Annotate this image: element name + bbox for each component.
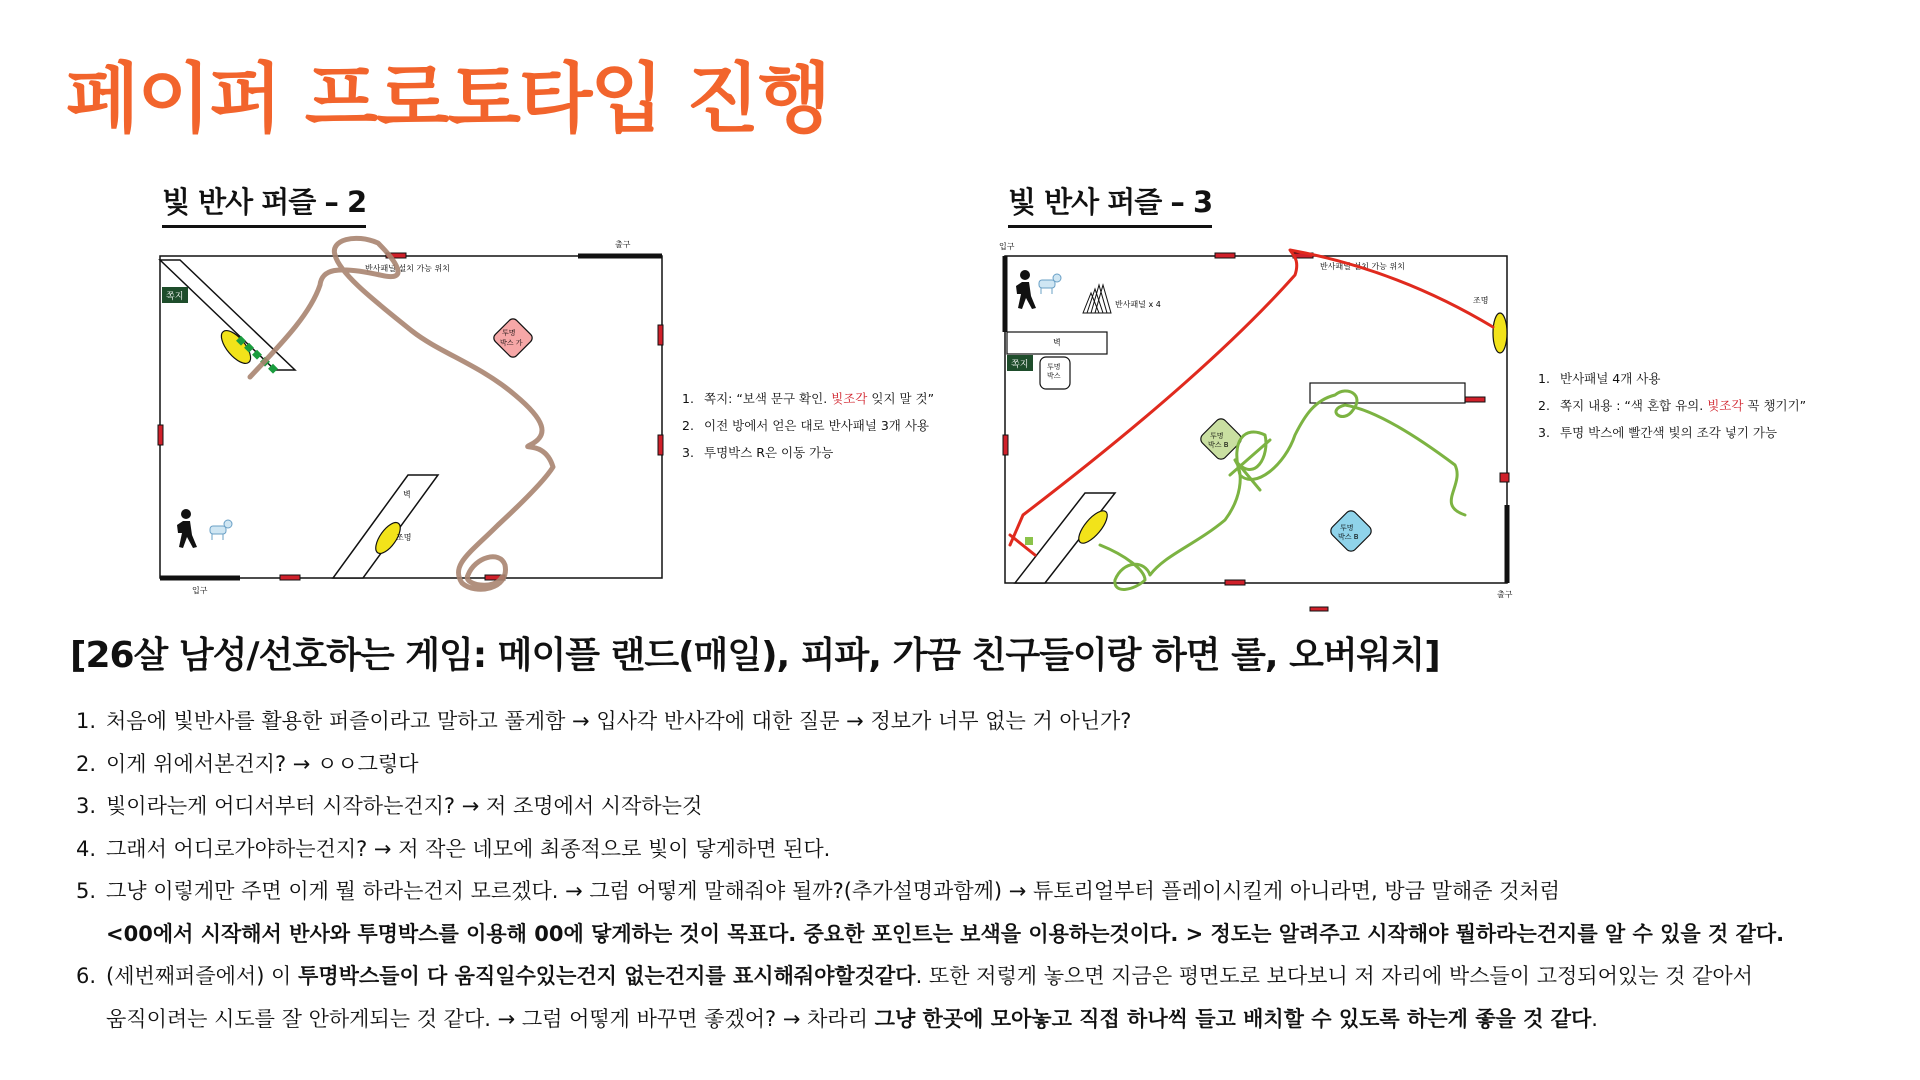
feedback-continuation: 움직이려는 시도를 잘 안하게되는 것 같다. → 그럼 어떻게 바꾸면 좋겠어? → 차라리 그냥 한곳에 모아놓고 직접 하나씩 들고 배치할 수 있도록 하는게 좋을 것 같다. bbox=[106, 1006, 1598, 1031]
entrance-label: 입구 bbox=[192, 586, 208, 595]
svg-text:투명: 투명 bbox=[502, 329, 516, 337]
feedback-item: 1. 처음에 빛반사를 활용한 퍼즐이라고 말하고 풀게함 → 입사각 반사각에 대한 질문 → 정보가 너무 없는 거 아닌가? bbox=[76, 709, 1132, 733]
panel-stack-icon bbox=[1083, 285, 1111, 313]
page-title: 페이퍼 프로토타입 진행 bbox=[66, 54, 830, 143]
interviewee-header: [26살 남성/선호하는 게임: 메이플 랜드(매일), 피파, 가끔 친구들이랑 하면 롤, 오버워치] bbox=[70, 635, 1440, 676]
note-item: 2. 이전 방에서 얻은 대로 반사패널 3개 사용 bbox=[682, 418, 929, 433]
entrance-label: 입구 bbox=[999, 242, 1015, 251]
ledge bbox=[1310, 383, 1465, 403]
feedback-item: 4. 그래서 어디로가야하는건지? → 저 작은 네모에 최종적으로 빛이 닿게하면 된다. bbox=[76, 836, 831, 861]
feedback-item: 3. 빛이라는게 어디서부터 시작하는건지? → 저 조명에서 시작하는것 bbox=[76, 794, 703, 818]
room-outline bbox=[160, 256, 662, 578]
panel-area-label: 반사패널 설치 가능 위치 bbox=[365, 264, 450, 273]
transparent-box-small bbox=[1040, 357, 1070, 389]
puzzle2-map bbox=[150, 235, 670, 605]
feedback-item: 6. (세번째퍼즐에서) 이 투명박스들이 다 움직일수있는건지 없는건지를 표시해줘야할것같다. 또한 저렇게 놓으면 지금은 평면도로 보다보니 저 자리에 박스들이 고정되어있는 것 같아서 움직이려는 시도를 잘 안하게되는 것 같다. → 그럼 어떻게 바꾸면 좋겠어? → 차라리 그냥 한곳에 모아놓고 직접 하나씩 들고 배치할 수 있도록 하는게 좋을 것 같다. bbox=[76, 955, 1896, 1040]
puzzle3-map bbox=[995, 235, 1540, 620]
wall-label: 벽 bbox=[1053, 338, 1061, 347]
svg-text:투명: 투명 bbox=[1340, 524, 1354, 532]
dog-icon bbox=[1039, 274, 1061, 294]
feedback-list bbox=[76, 700, 1896, 1040]
note-item: 1. 쪽지: “보색 문구 확인. 빛조각 잊지 말 것” bbox=[682, 391, 935, 406]
note-tag-label: 쪽지 bbox=[1011, 360, 1029, 370]
note-item: 3. 투명박스 R은 이동 가능 bbox=[682, 445, 834, 460]
puzzle3-notes bbox=[1538, 369, 1806, 450]
feedback-item: 2. 이게 위에서본건지? → ㅇㅇ그렇다 bbox=[76, 751, 419, 776]
target-square bbox=[1025, 537, 1033, 545]
light-label: 조명 bbox=[1473, 296, 1489, 305]
note-tag-label: 쪽지 bbox=[166, 292, 184, 302]
panel-slots bbox=[158, 253, 663, 580]
svg-text:투명: 투명 bbox=[1210, 432, 1224, 440]
panel-count-label: 반사패널 x 4 bbox=[1115, 300, 1161, 309]
svg-text:박스 가: 박스 가 bbox=[500, 339, 523, 347]
svg-text:박스 B: 박스 B bbox=[1208, 441, 1229, 449]
note-item: 1. 반사패널 4개 사용 bbox=[1538, 371, 1661, 386]
light-right bbox=[1493, 313, 1507, 353]
exit-label: 출구 bbox=[1497, 590, 1513, 599]
svg-text:투명: 투명 bbox=[1047, 363, 1061, 371]
puzzle2-notes bbox=[682, 389, 934, 470]
svg-text:박스: 박스 bbox=[1047, 372, 1061, 380]
note-item: 2. 쪽지 내용 : “색 혼합 유의. 빛조각 꼭 챙기기” bbox=[1538, 398, 1807, 413]
feedback-continuation: <00에서 시작해서 반사와 투명박스를 이용해 00에 닿게하는 것이 목표다. 중요한 포인트는 보색을 이용하는것이다. > 정도는 알려주고 시작해야 뭘하라는건지를 알 수 있을 것 같다. bbox=[106, 921, 1785, 946]
transparent-box-pink bbox=[492, 317, 534, 359]
puzzle3-heading: 빛 반사 퍼즐 – 3 bbox=[1008, 180, 1212, 228]
dog-icon bbox=[210, 520, 232, 540]
svg-text:박스 B: 박스 B bbox=[1338, 533, 1359, 541]
light-label: 조명 bbox=[396, 533, 412, 542]
puzzle2-heading: 빛 반사 퍼즐 – 2 bbox=[162, 180, 366, 228]
transparent-box-blue bbox=[1328, 508, 1373, 553]
note-item: 3. 투명 박스에 빨간색 빛의 조각 넣기 가능 bbox=[1538, 425, 1778, 440]
bottom-marker bbox=[1310, 607, 1328, 611]
green-light-path bbox=[1100, 391, 1465, 589]
diagonal-wall-2 bbox=[333, 475, 438, 578]
exit-label: 출구 bbox=[615, 240, 631, 249]
wall-label: 벽 bbox=[403, 490, 411, 499]
feedback-item: 5. 그냥 이렇게만 주면 이게 뭘 하라는건지 모르겠다. → 그럼 어떻게 말해줘야 될까?(추가설명과함께) → 튜토리얼부터 플레이시킬게 아니라면, 방금 말해준 것처럼 <00에서 시작해서 반사와 투명박스를 이용해 00에 닿게하는 것이 목표다. 중요한 포인트는 보색을 이용하는것이다. > 정도는 알려주고 시작해야 뭘하라는건지를 알 수 있을 것 같다. bbox=[76, 870, 1896, 955]
panel-area-label: 반사패널 설치 가능 위치 bbox=[1320, 262, 1405, 271]
player-icon bbox=[177, 509, 197, 548]
player-icon bbox=[1016, 270, 1036, 309]
